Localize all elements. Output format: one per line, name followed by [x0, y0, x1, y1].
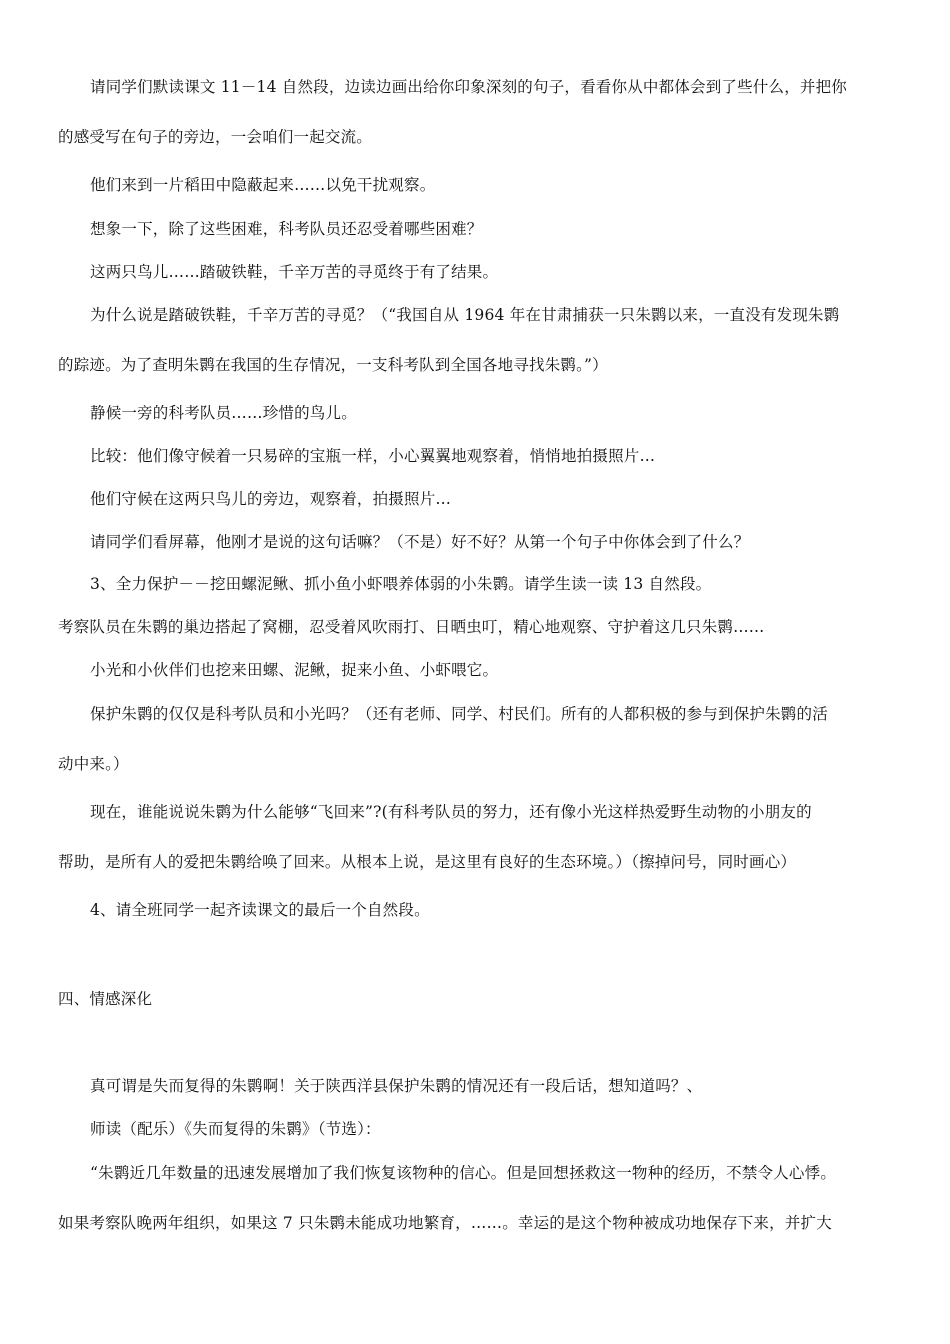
paragraph-line: 请同学们默读课文 11－14 自然段，边读边画出给你印象深刻的句子，看看你从中都体会到了些什么，并把你: [90, 78, 848, 96]
paragraph-line: 小光和小伙伴们也挖来田螺、泥鳅，捉来小鱼、小虾喂它。: [90, 661, 499, 679]
paragraph-line: 现在，谁能说说朱鹮为什么能够“飞回来”?(有科考队员的努力，还有像小光这样热爱野生动物的小朋友的: [90, 803, 812, 821]
paragraph-line: 帮助，是所有人的爱把朱鹮给唤了回来。从根本上说，是这里有良好的生态环境。）（擦掉问号，同时画心）: [58, 853, 797, 871]
paragraph-line: 保护朱鹮的仅仅是科考队员和小光吗？（还有老师、同学、村民们。所有的人都积极的参与到保护朱鹮的活: [90, 705, 828, 723]
paragraph-line: 他们来到一片稻田中隐蔽起来……以免干扰观察。: [90, 176, 436, 194]
paragraph-line: 静候一旁的科考队员……珍惜的鸟儿。: [90, 404, 357, 422]
paragraph-line: 真可谓是失而复得的朱鹮啊！关于陕西洋县保护朱鹮的情况还有一段后话，想知道吗？、: [90, 1077, 703, 1095]
paragraph-line: 比较：他们像守候着一只易碎的宝瓶一样，小心翼翼地观察着，悄悄地拍摄照片…: [90, 447, 656, 465]
paragraph-line: 4、请全班同学一起齐读课文的最后一个自然段。: [90, 901, 430, 919]
paragraph-line: 如果考察队晚两年组织，如果这 7 只朱鹮未能成功地繁育，……。幸运的是这个物种被成功地保存下来，并扩大: [58, 1214, 832, 1232]
paragraph-line: 这两只鸟儿……踏破铁鞋，千辛万苦的寻觅终于有了结果。: [90, 263, 499, 281]
paragraph-line: 师读（配乐）《失而复得的朱鹮》（节选）：: [90, 1120, 381, 1138]
paragraph-line: 他们守候在这两只鸟儿的旁边，观察着，拍摄照片…: [90, 490, 452, 508]
paragraph-line: 请同学们看屏幕，他刚才是说的这句话嘛？（不是）好不好？从第一个句子中你体会到了什么？: [90, 533, 750, 551]
paragraph-line: 考察队员在朱鹮的巢边搭起了窝棚，忍受着风吹雨打、日晒虫叮，精心地观察、守护着这几只朱鹮……: [58, 618, 765, 636]
paragraph-line: 动中来。）: [58, 755, 129, 773]
paragraph-line: 的踪迹。为了查明朱鹮在我国的生存情况，一支科考队到全国各地寻找朱鹮。”）: [58, 356, 608, 374]
paragraph-line: 的感受写在句子的旁边，一会咱们一起交流。: [58, 128, 373, 146]
section-heading: 四、情感深化: [58, 990, 153, 1008]
paragraph-line: “朱鹮近几年数量的迅速发展增加了我们恢复该物种的信心。但是回想拯救这一物种的经历，不禁令人心悸。: [90, 1164, 837, 1182]
paragraph-line: 为什么说是踏破铁鞋，千辛万苦的寻觅？（“我国自从 1964 年在甘肃捕获一只朱鹮以来，一直没有发现朱鹮: [90, 306, 840, 324]
paragraph-line: 3、全力保护－－挖田螺泥鳅、抓小鱼小虾喂养体弱的小朱鹮。请学生读一读 13 自然段。: [90, 575, 712, 593]
paragraph-line: 想象一下，除了这些困难，科考队员还忍受着哪些困难？: [90, 220, 483, 238]
